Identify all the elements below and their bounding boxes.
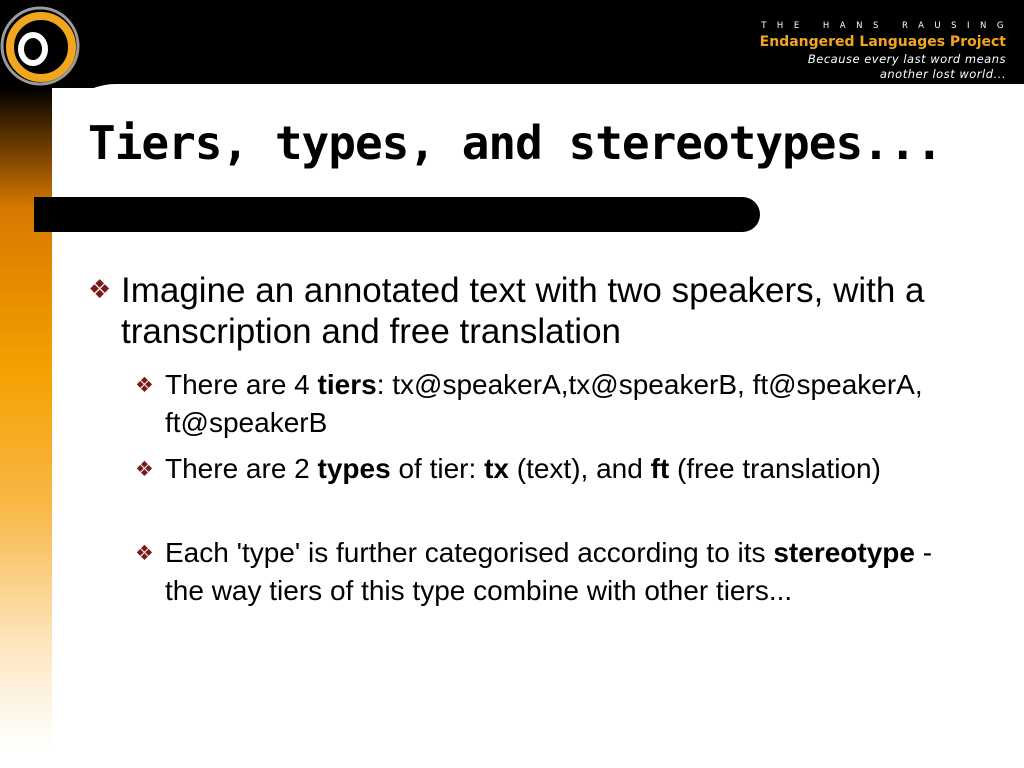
- sub-bullet-tiers: [135, 366, 935, 442]
- text-run: of tier:: [390, 453, 485, 484]
- bold-term: ft: [650, 453, 670, 484]
- brand-name: Endangered Languages Project: [759, 34, 1006, 50]
- bold-term: tx: [484, 453, 509, 484]
- brand-tagline-1: Because every last word means: [807, 52, 1006, 66]
- sub-bullet-tiers-text: [135, 366, 935, 442]
- text-run: There are 4: [165, 369, 318, 400]
- text-run: (text), and: [508, 453, 651, 484]
- diamond-cluster-icon: ❖: [88, 275, 112, 305]
- text-run: : tx@speakerA,tx@speakerB, ft@speakerA, ft@speakerB: [165, 369, 923, 438]
- text-run: (free translation): [669, 453, 881, 484]
- bullet-main-text: Imagine an annotated text with two speakers, with a transcription and free translation: [121, 271, 925, 351]
- diamond-cluster-icon: ❖: [135, 541, 154, 565]
- sub-bullet-types: [135, 450, 935, 488]
- bold-term: stereotype: [773, 537, 915, 568]
- text-run: - the way tiers of this type combine with other tiers...: [165, 537, 933, 606]
- left-gradient-strip: [0, 88, 52, 768]
- title-underline-bar: [34, 197, 760, 232]
- text-run: Each 'type' is further categorised according to its: [165, 537, 774, 568]
- brand-tagline-2: another lost world...: [879, 67, 1006, 81]
- brand-block: [759, 20, 1014, 82]
- bullet-main: [88, 270, 968, 352]
- diamond-cluster-icon: ❖: [135, 457, 154, 481]
- diamond-cluster-icon: ❖: [135, 373, 154, 397]
- bold-term: tiers: [317, 369, 377, 400]
- sub-bullet-stereotype: [135, 534, 935, 610]
- bold-term: types: [317, 453, 391, 484]
- sub-bullet-stereotype-text: [135, 534, 935, 610]
- elp-logo-icon: [0, 0, 86, 96]
- brand-top-line: THE HANS RAUSING: [761, 21, 1014, 31]
- sub-bullet-types-text: [135, 450, 935, 488]
- slide-title: Tiers, types, and stereotypes...: [88, 116, 943, 170]
- text-run: There are 2: [165, 453, 318, 484]
